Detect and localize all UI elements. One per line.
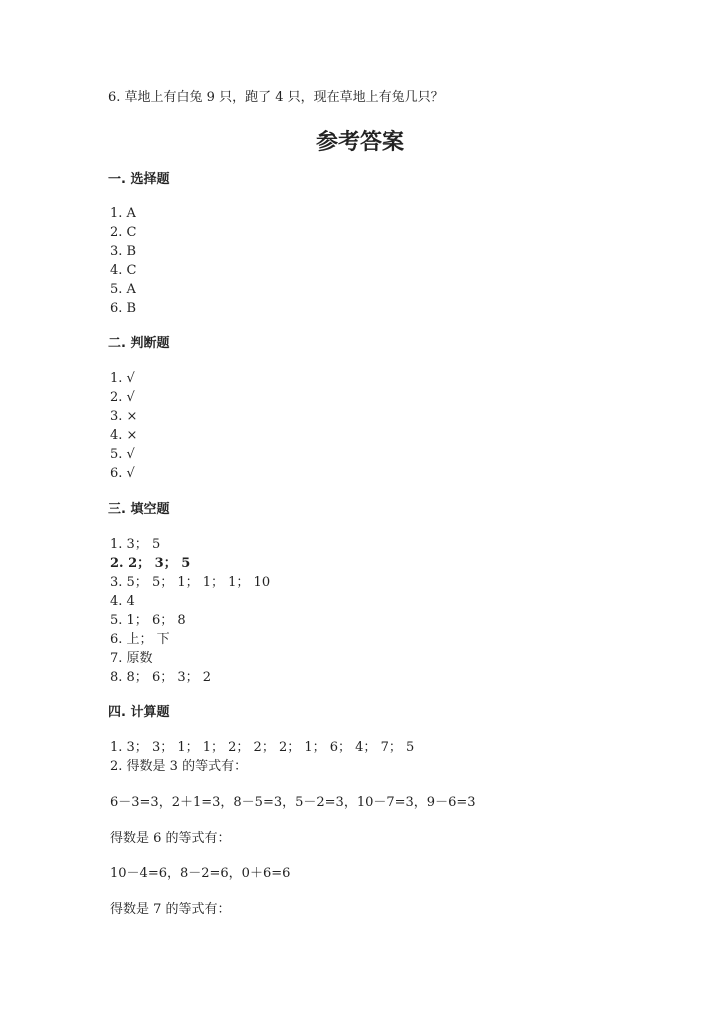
equation-line: 10－4=6，8－2=6，0＋6=6 [110,866,291,881]
answer-item: 4. × [110,428,138,443]
question-6: 6. 草地上有白兔 9 只，跑了 4 只，现在草地上有兔几只？ [108,90,444,105]
answer-item: 5. A [110,282,136,297]
answer-item: 1. 3； 3； 1； 1； 2； 2； 2； 1； 6； 4； 7； 5 [110,740,415,755]
section-heading-fill-blank: 三. 填空题 [108,502,170,517]
answer-item: 8. 8； 6； 3； 2 [110,670,212,685]
answer-paragraph: 得数是 7 的等式有： [110,902,231,917]
answer-item: 1. √ [110,371,135,386]
answer-item: 3. B [110,244,137,259]
answer-item: 5. √ [110,447,135,462]
answer-item: 6. B [110,301,137,316]
answer-item: 3. × [110,409,138,424]
answer-item: 4. C [110,263,137,278]
answer-item: 2. √ [110,390,135,405]
equation-line: 6－3=3，2＋1=3，8－5=3，5－2=3，10－7=3，9－6=3 [110,795,476,810]
answer-item: 5. 1； 6； 8 [110,613,186,628]
answer-item: 2. C [110,225,137,240]
section-heading-judgement: 二. 判断题 [108,336,170,351]
page-title: 参考答案 [315,130,404,155]
answer-item: 4. 4 [110,594,135,609]
answer-paragraph: 得数是 6 的等式有： [110,831,231,846]
answer-item: 2. 得数是 3 的等式有： [110,759,248,774]
answer-item: 3. 5； 5； 1； 1； 1； 10 [110,575,271,590]
answer-item: 6. √ [110,466,135,481]
section-heading-choice: 一. 选择题 [108,172,170,187]
section-heading-calculation: 四. 计算题 [108,705,170,720]
answer-item: 7. 原数 [110,651,153,666]
answer-item: 1. 3； 5 [110,537,161,552]
answer-item: 2. 2； 3； 5 [110,556,191,571]
answer-item: 6. 上； 下 [110,632,170,647]
answer-item: 1. A [110,206,136,221]
